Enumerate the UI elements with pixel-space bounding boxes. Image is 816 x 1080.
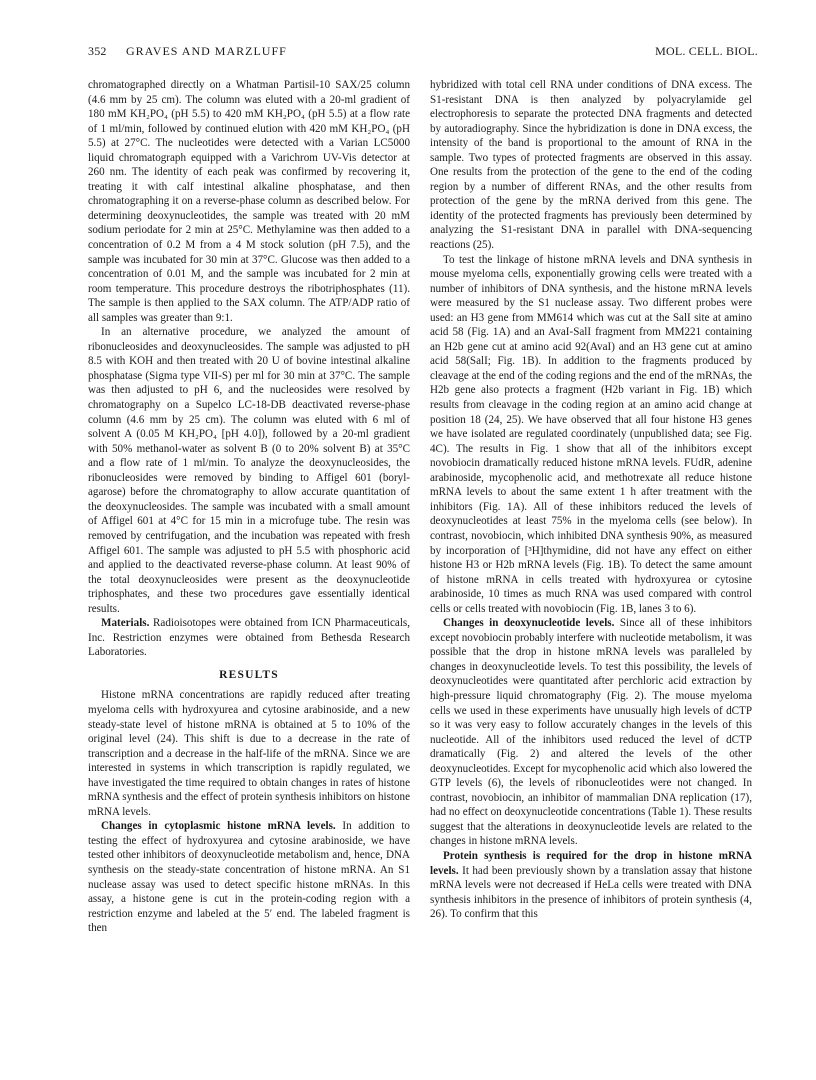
methods-nucleoside-paragraph: In an alternative procedure, we analyzed the amount of ribonucleosides and deoxynucleosides. The sample was adjusted to pH 8.5 with KOH and then treated with 20 U of bovine intestinal alkaline phosphatase (Sigma type VII-S) per ml for 30 min at 37°C. The sample was then adjusted to pH 6, and the nucleosides were resolved by chromatography on a Supelco LC-18-DB deactivated reverse-phase column (4.6 mm by 25 cm). The column was eluted with 6 ml of solvent A (0.05 M KH₂PO₄ [pH 4.0]), followed by a 20-ml gradient with 50% methanol-water as solvent B (0 to 20% solvent B) at 35°C and a flow rate of 1 ml/min. To analyze the deoxynucleosides, the ribonucleosides were removed by binding to Affigel 601 (boryl-agarose) before the chromatography to allow accurate quantitation of the deoxynucleosides. The sample was incubated with a small amount of Affigel 601 at 4°C for 15 min in a microfuge tube. The resin was removed by centrifugation, and the incubation was repeated with fresh Affigel 601. The sample was adjusted to pH 5.5 with phosphoric acid and applied to the deactivated reverse-phase column. At least 90% of the total deoxynucleosides were present as the deoxynucleotide triphosphates, and these two procedures gave essentially identical results. xyxy=(88,326,410,615)
inhibitor-test-paragraph: To test the linkage of histone mRNA levels and DNA synthesis in mouse myeloma cells, exponentially growing cells were treated with a number of inhibitors of DNA synthesis, and the histone mRNA levels were measured by the S1 nuclease assay. Two different probes were used: an H3 gene from MM614 which was cut at the SalI site at amino acid 58 (Fig. 1A) and an AvaI-SalI fragment from MM221 containing an H2b gene cut at amino acid 92(AvaI) and an H3 gene cut at amino acid 58(SalI; Fig. 1B). In addition to the fragments produced by cleavage at the end of the coding regions and the end of the mRNAs, the H2b gene also protects a fragment (H2b variant in Fig. 1B) which results from cleavage in the coding region at an amino acid change at position 18 (24, 25). We have observed that all four histone H3 genes we have isolated are regulated coordinately (unpublished data; see Fig. 4C). The results in Fig. 1 show that all of the inhibitors except novobiocin dramatically reduced histone mRNA levels. FUdR, adenine arabinoside, mycophenolic acid, and methotrexate all reduce histone mRNA levels to about the same extent 1 h after treatment with the inhibitors (Fig. 1A). All of these inhibitors reduced the levels of deoxynucleotides at least 75% in the myeloma cells (see below). In contrast, novobiocin, which inhibited DNA synthesis 90%, as measured by incorporation of [³H]thymidine, did not have any effect on either histone H3 or H2b mRNA levels (Fig. 1B). To detect the same amount of histone mRNA in cells treated with hydroxyurea or cytosine arabinoside, 10 times as much RNA was used compared with control cells or cells treated with novobiocin (Fig. 1B, lanes 3 to 6). xyxy=(430,253,752,615)
materials-text: Radioisotopes were obtained from ICN Pharmaceuticals, Inc. Restriction enzymes were obtained from Bethesda Research Laboratories. xyxy=(88,617,410,659)
left-column xyxy=(88,78,410,936)
s1-assay-paragraph: hybridized with total cell RNA under conditions of DNA excess. The S1-resistant DNA is then analyzed by polyacrylamide gel electrophoresis to separate the protected DNA fragments and detected by autoradiography. Since the hybridization is done in DNA excess, the intensity of the band is proportional to the amount of RNA in the sample. Two types of protected fragments are observed in this assay. One results from the protection of the gene to the end of the coding region by a number of different RNAs, and the other results from protection of the gene by the mRNA derived from this gene. The identity of the protected fragments has previously been determined by analyzing the S1-resistant DNA in parallel with DNA-sequencing reactions (25). xyxy=(430,79,752,252)
right-column xyxy=(430,78,752,922)
running-authors: GRAVES AND MARZLUFF xyxy=(126,44,287,58)
cytoplasmic-histone-paragraph xyxy=(88,819,410,935)
page-number: 352 xyxy=(88,44,107,58)
results-section-title: RESULTS xyxy=(219,668,279,681)
protein-synthesis-text: It had been previously shown by a translation assay that histone mRNA levels were not decreased if HeLa cells were treated with DNA synthesis inhibitors in the presence of inhibitors of protein synthesis (4, 26). To confirm that this xyxy=(430,864,752,921)
materials-paragraph xyxy=(88,616,410,660)
journal-name: MOL. CELL. BIOL. xyxy=(655,44,758,58)
cytoplasmic-histone-heading: Changes in cytoplasmic histone mRNA levels. xyxy=(101,820,336,833)
protein-synthesis-paragraph xyxy=(430,849,752,922)
deoxynucleotide-text: Since all of these inhibitors except novobiocin probably interfere with nucleotide metabolism, it was possible that the drop in histone mRNA levels was paralleled by changes in deoxynucleotide levels. To test this possibility, the levels of deoxynucleotides were quantitated after perchloric acid extraction by high-pressure liquid chromatography (Fig. 2). The mouse myeloma cells we used in these experiments have unusually high levels of dCTP so it was very easy to follow accurately changes in the levels of this nucleotide. All of the inhibitors used reduced the level of dCTP dramatically (Fig. 2) and altered the levels of the other deoxynucleotides. Except for mycophenolic acid which also lowered the GTP levels (6), the levels of ribonucleotides were not changed. In contrast, novobiocin, an inhibitor of mammalian DNA replication (17), had no effect on deoxynucleotide concentrations (Table 1). These results suggest that the alterations in deoxynucleotide levels are related to the changes in histone mRNA levels. xyxy=(430,617,752,848)
deoxynucleotide-paragraph xyxy=(430,616,752,849)
deoxynucleotide-heading: Changes in deoxynucleotide levels. xyxy=(443,617,615,630)
running-header xyxy=(88,44,758,60)
protein-synthesis-heading: Protein synthesis is required for the drop in histone mRNA levels. xyxy=(430,849,752,877)
cytoplasmic-histone-text: In addition to testing the effect of hydroxyurea and cytosine arabinoside, we have tested other inhibitors of deoxynucleotide metabolism and, hence, DNA synthesis on the steady-state concentration of histone mRNA. An S1 nuclease assay was used to detect specific histone mRNAs. In this assay, a histone gene is cut in the protein-coding region with a restriction enzyme and labeled at the 5′ end. The labeled fragment is then xyxy=(88,820,410,935)
results-intro-paragraph: Histone mRNA concentrations are rapidly reduced after treating myeloma cells with hydroxyurea and cytosine arabinoside, and a new steady-state level of histone mRNA is obtained at 5 to 10% of the original level (24). This shift is due to a decrease in the rate of transcription and a decrease in the half-life of the mRNA. Since we are interested in systems in which transcription is rapidly regulated, we have investigated the time required to obtain changes in rates of histone mRNA synthesis and the effect of protein synthesis inhibitors on histone mRNA levels. xyxy=(88,689,410,818)
materials-heading: Materials. xyxy=(101,617,150,630)
methods-nucleotide-paragraph: chromatographed directly on a Whatman Partisil-10 SAX/25 column (4.6 mm by 25 cm). The column was eluted with a 20-ml gradient of 180 mM KH₂PO₄ (pH 5.5) to 420 mM KH₂PO₄ (pH 5.5) at a flow rate of 1 ml/min, followed by continued elution with 420 mM KH₂PO₄ (pH 5.5) at 27°C. The nucleotides were detected with a Varian LC5000 liquid chromatograph equipped with a Varichrom UV-Vis detector at 260 nm. The identity of each peak was confirmed by recovering it, treating it with calf intestinal alkaline phosphatase, and then chromatographing it on a reverse-phase column as described below. For determining deoxynucleotides, the sample was treated with 20 mM sodium periodate for 2 min at 25°C. Methylamine was then added to a concentration of 0.2 M from a 4 M stock solution (pH 7.5), and the sample was incubated for 30 min at 37°C. Glucose was then added to a concentration of 0.01 M, and the sample was incubated for 2 min at room temperature. This procedure destroys the ribotriphosphates (11). The sample is then applied to the SAX column. The ATP/ADP ratio of all samples was greater than 9:1. xyxy=(88,79,410,324)
